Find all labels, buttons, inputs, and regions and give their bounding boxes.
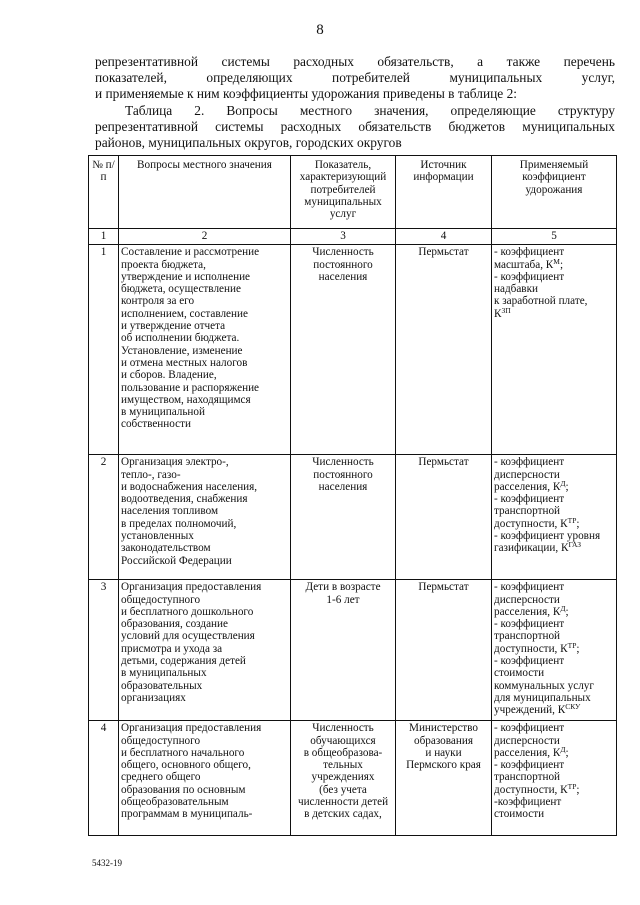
indicator-cell	[291, 245, 396, 455]
coefficient-line: для муниципальных	[494, 691, 591, 704]
coefficient-line: - коэффициент	[494, 722, 565, 735]
issue-line: общедоступного	[121, 734, 201, 747]
issue-line: общеобразовательным	[121, 796, 229, 809]
issue-line: общего, основного общего,	[121, 759, 251, 772]
issue-line: Организация предоставления	[121, 722, 262, 735]
issue-line: образовательных	[121, 679, 203, 692]
source-line: Пермьстат	[418, 246, 469, 259]
column-number-row	[89, 229, 617, 245]
source-line: Пермьстат	[418, 581, 469, 594]
indicator-line: в общеобразова-	[303, 746, 383, 759]
row-number: 4	[89, 721, 119, 836]
issue-line: детьми, содержания детей	[121, 655, 246, 668]
issue-line: в пределах полномочий,	[121, 517, 237, 530]
coefficient-line: транспортной	[494, 771, 561, 784]
indicator-line: (без учета	[319, 783, 367, 796]
issue-cell	[119, 245, 291, 455]
caption-line: репрезентативной системы расходных обязательств бюджетов муниципальных	[95, 119, 615, 134]
source-line: образования	[413, 734, 473, 747]
coefficient-cell	[492, 721, 617, 836]
coefficient-line: дисперсности	[494, 734, 560, 747]
indicator-line: тельных	[323, 759, 363, 772]
coefficient-line: расселения, $К^Д$;	[494, 605, 569, 618]
coefficient-line: стоимости	[494, 667, 545, 680]
source-cell	[396, 721, 492, 836]
indicator-cell	[291, 721, 396, 836]
issue-line: Организация электро-,	[121, 456, 229, 469]
issue-line: исполнением, составление	[121, 307, 248, 320]
caption-line: районов, муниципальных округов, городских округов	[95, 135, 402, 150]
coefficient-line: - коэффициент	[494, 759, 565, 772]
coefficient-superscript: ТР	[567, 642, 577, 650]
coefficient-line: $К^{ЗП}$	[494, 307, 511, 320]
table-row	[89, 721, 617, 836]
source-cell	[396, 455, 492, 580]
issue-cell	[119, 721, 291, 836]
source-cell	[396, 245, 492, 455]
coefficient-cell	[492, 245, 617, 455]
table-row	[89, 580, 617, 721]
indicator-line: Дети в возрасте	[305, 581, 381, 594]
intro-line: показателей, определяющих потребителей муниципальных услуг,	[95, 70, 615, 85]
coefficient-cell	[492, 455, 617, 580]
column-number: 4	[396, 229, 492, 245]
indicator-line: 1-6 лет	[326, 593, 360, 606]
column-number: 3	[291, 229, 396, 245]
issue-line: организациях	[121, 691, 186, 704]
indicator-cell	[291, 455, 396, 580]
coefficient-superscript: ЗП	[501, 307, 511, 315]
row-number: 1	[89, 245, 119, 455]
issue-line: Составление и рассмотрение	[121, 246, 260, 259]
issue-line: пользование и распоряжение	[121, 381, 260, 394]
issue-line: образования, создание	[121, 618, 228, 631]
coefficient-line: - коэффициент	[494, 581, 565, 594]
issue-line: бюджета, осуществление	[121, 283, 241, 296]
coefficient-line: учреждений, $К^{СКУ}$	[494, 704, 581, 717]
indicator-line: численности детей	[297, 796, 389, 809]
table-caption	[95, 103, 615, 151]
source-cell	[396, 580, 492, 721]
coefficient-line: коммунальных услуг	[494, 679, 594, 692]
coefficient-line: - коэффициент	[494, 456, 565, 469]
issue-line: и утверждение отчета	[121, 320, 226, 333]
source-line: Министерство	[409, 722, 478, 735]
row-number: 2	[89, 455, 119, 580]
intro-line: и применяемые к ним коэффициенты удорожания приведены в таблице 2:	[95, 86, 518, 101]
indicator-line: обучающихся	[310, 734, 376, 747]
issue-line: в муниципальных	[121, 667, 207, 680]
source-line: Пермского края	[406, 759, 481, 772]
header-indicator: Показатель, характеризующий потребителей муниципальных услуг	[291, 156, 396, 229]
issue-line: среднего общего	[121, 771, 201, 784]
issue-line: Российской Федерации	[121, 554, 232, 567]
coefficient-superscript: ГАЗ	[568, 542, 581, 550]
coefficient-cell	[492, 580, 617, 721]
table-header-row	[89, 156, 617, 229]
issue-line: имуществом, находящимся	[121, 393, 251, 406]
table-body	[89, 245, 617, 836]
coefficient-line: газификации, $К^{ГАЗ}$	[494, 542, 581, 555]
issue-cell	[119, 580, 291, 721]
coefficient-line: - коэффициент	[494, 618, 565, 631]
issue-line: присмотра и ухода за	[121, 642, 223, 655]
issue-line: водоотведения, снабжения	[121, 493, 248, 506]
issue-line: законодательством	[121, 542, 211, 555]
indicator-line: учреждениях	[311, 771, 375, 784]
column-number: 1	[89, 229, 119, 245]
coefficient-superscript: Д	[560, 480, 566, 488]
issue-line: и водоснабжения населения,	[121, 480, 258, 493]
issue-line: и бесплатного начального	[121, 746, 245, 759]
coefficient-line: стоимости	[494, 808, 545, 821]
indicator-cell	[291, 580, 396, 721]
coefficient-line: - коэффициент	[494, 246, 565, 259]
issue-line: утверждение и исполнение	[121, 270, 251, 283]
coefficient-line: - коэффициент уровня	[494, 530, 601, 543]
issue-line: программам в муниципаль-	[121, 808, 253, 821]
document-code: 5432-19	[92, 858, 122, 868]
indicator-line: населения	[318, 480, 368, 493]
coefficient-line: дисперсности	[494, 593, 560, 606]
coefficient-line: дисперсности	[494, 468, 560, 481]
coefficient-line: - коэффициент	[494, 493, 565, 506]
issue-line: проекта бюджета,	[121, 258, 206, 271]
table-row	[89, 455, 617, 580]
issue-line: общедоступного	[121, 593, 201, 606]
row-number: 3	[89, 580, 119, 721]
intro-line: репрезентативной системы расходных обязательств, а также перечень	[95, 54, 615, 69]
indicator-line: Численность	[312, 456, 374, 469]
issue-line: об исполнении бюджета.	[121, 332, 240, 345]
issue-line: условий для осуществления	[121, 630, 255, 643]
coefficient-line: расселения, $К^Д$;	[494, 746, 569, 759]
issue-line: и бесплатного дошкольного	[121, 605, 254, 618]
cost-structure-table	[88, 155, 617, 836]
coefficient-line: транспортной	[494, 630, 561, 643]
issue-line: установленных	[121, 530, 194, 543]
coefficient-line: надбавки	[494, 283, 539, 296]
issue-cell	[119, 455, 291, 580]
header-coefficient: Применяемый коэффициент удорожания	[492, 156, 617, 229]
source-line: Пермьстат	[418, 456, 469, 469]
indicator-line: Численность	[312, 722, 374, 735]
issue-line: и сборов. Владение,	[121, 369, 217, 382]
header-issue: Вопросы местного значения	[119, 156, 291, 229]
coefficient-line: доступности, $К^{ТР}$;	[494, 783, 580, 796]
intro-paragraph	[95, 54, 615, 102]
issue-line: контроля за его	[121, 295, 195, 308]
indicator-line: населения	[318, 270, 368, 283]
caption-line: Таблица 2. Вопросы местного значения, определяющие структуру	[125, 103, 615, 118]
coefficient-superscript: СКУ	[565, 704, 581, 712]
coefficient-line: к заработной плате,	[494, 295, 588, 308]
coefficient-superscript: ТР	[567, 517, 577, 525]
coefficient-line: - коэффициент	[494, 270, 565, 283]
issue-line: собственности	[121, 418, 191, 431]
source-line: и науки	[425, 746, 462, 759]
coefficient-line: транспортной	[494, 505, 561, 518]
coefficient-line: - коэффициент	[494, 655, 565, 668]
indicator-line: в детских садах,	[304, 808, 382, 821]
coefficient-superscript: ТР	[567, 783, 577, 791]
coefficient-line: масштаба, $К^М$;	[494, 258, 564, 271]
issue-line: населения топливом	[121, 505, 219, 518]
issue-line: Установление, изменение	[121, 344, 243, 357]
header-num: № п/п	[89, 156, 119, 229]
coefficient-line: доступности, $К^{ТР}$;	[494, 517, 580, 530]
coefficient-line: -коэффициент	[494, 796, 562, 809]
issue-line: в муниципальной	[121, 406, 206, 419]
page-number: 8	[316, 22, 324, 38]
indicator-line: Численность	[312, 246, 374, 259]
indicator-line: постоянного	[313, 468, 373, 481]
coefficient-line: доступности, $К^{ТР}$;	[494, 642, 580, 655]
issue-line: образования по основным	[121, 783, 246, 796]
column-number: 2	[119, 229, 291, 245]
coefficient-superscript: М	[553, 258, 560, 266]
column-number: 5	[492, 229, 617, 245]
issue-line: тепло-, газо-	[121, 468, 181, 481]
table-row	[89, 245, 617, 455]
issue-line: Организация предоставления	[121, 581, 262, 594]
header-source: Источник информации	[396, 156, 492, 229]
coefficient-line: расселения, $К^Д$;	[494, 480, 569, 493]
coefficient-superscript: Д	[560, 746, 566, 754]
coefficient-superscript: Д	[560, 605, 566, 613]
issue-line: и отмена местных налогов	[121, 356, 248, 369]
indicator-line: постоянного	[313, 258, 373, 271]
